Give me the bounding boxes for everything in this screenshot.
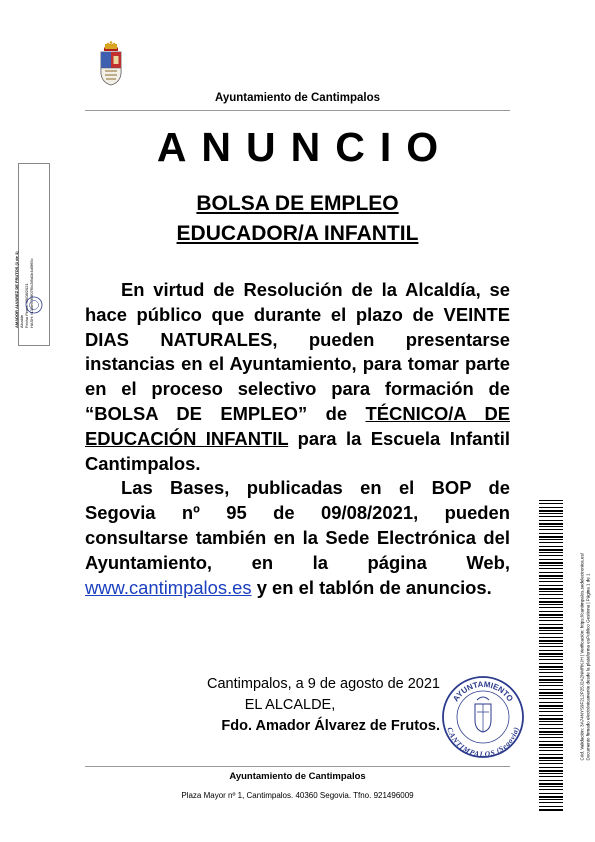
- footer-organization: Ayuntamiento de Cantimpalos: [229, 771, 366, 782]
- footer-address: Plaza Mayor nº 1, Cantimpalos. 40360 Segovia. Tfno. 921496009: [181, 791, 414, 800]
- paragraph-1: [85, 278, 510, 476]
- validation-line: HASH: f13bb6063f07f5c2f8d1b4d5f65c: [29, 258, 34, 328]
- validation-line: Fecha Firma: 09/08/2021: [24, 283, 29, 328]
- mini-seal-icon: [25, 296, 43, 314]
- official-seal-icon: [440, 674, 526, 760]
- p1-text: En virtud de Resolución de la Alcaldía, se hace público que durante el plazo de VEINTE DIAS NATURALES, pueden presentarse instancias en el Ayuntamiento, para tomar parte en el proceso selectivo para formación de “BOLSA DE EMPLEO” de: [85, 279, 510, 424]
- job-title: TÉCNICO/A DE EDUCACIÓN INFANTIL: [85, 402, 510, 449]
- header-organization: Ayuntamiento de Cantimpalos: [214, 92, 381, 104]
- validation-code-line: Documento firmado electrónicamente desde la plataforma esPublico Gestiona | Página 1 de 1: [585, 573, 590, 761]
- announcement-body: [85, 278, 510, 600]
- validation-barcode-icon: [539, 500, 563, 812]
- subtitle-line-1: BOLSA DE EMPLEO: [196, 192, 399, 215]
- validation-code-line: Cód. Validación: 3A74NYS9F2L2P25J2A2NMRKJH | Verificación: https://cantimpalos.sedelectronica.es/: [579, 553, 585, 761]
- validation-code-text: [580, 531, 591, 761]
- signer-name: Fdo. Amador Álvarez de Frutos.: [221, 718, 440, 734]
- p1-text-end: para la Escuela Infantil Cantimpalos.: [85, 427, 510, 474]
- footer-divider: [85, 766, 510, 767]
- p2-text-end: y en el tablón de anuncios.: [251, 576, 492, 598]
- seal-top-text: AYUNTAMIENTO: [451, 679, 515, 704]
- header-divider: [85, 110, 510, 111]
- seal-bottom-text: CANTIMPALOS (Segovia): [445, 726, 521, 759]
- coat-of-arms-icon: [95, 38, 127, 88]
- p2-text: Las Bases, publicadas en el BOP de Segovia nº 95 de 09/08/2021, pueden consultarse también en la Sede Electrónica del Ayuntamiento, en la página Web,: [85, 477, 510, 573]
- validation-line: Alcalde: [19, 314, 24, 328]
- validation-line: AMADOR ALVAREZ DE FRUTOS (1 de 1): [14, 251, 19, 328]
- place-date: Cantimpalos, a 9 de agosto de 2021: [207, 676, 440, 692]
- signer-role: EL ALCALDE,: [244, 697, 336, 713]
- paragraph-2: [85, 476, 510, 600]
- subtitle-line-2: EDUCADOR/A INFANTIL: [176, 222, 419, 245]
- website-link[interactable]: www.cantimpalos.es: [85, 576, 252, 598]
- page-title: ANUNCIO: [156, 124, 454, 170]
